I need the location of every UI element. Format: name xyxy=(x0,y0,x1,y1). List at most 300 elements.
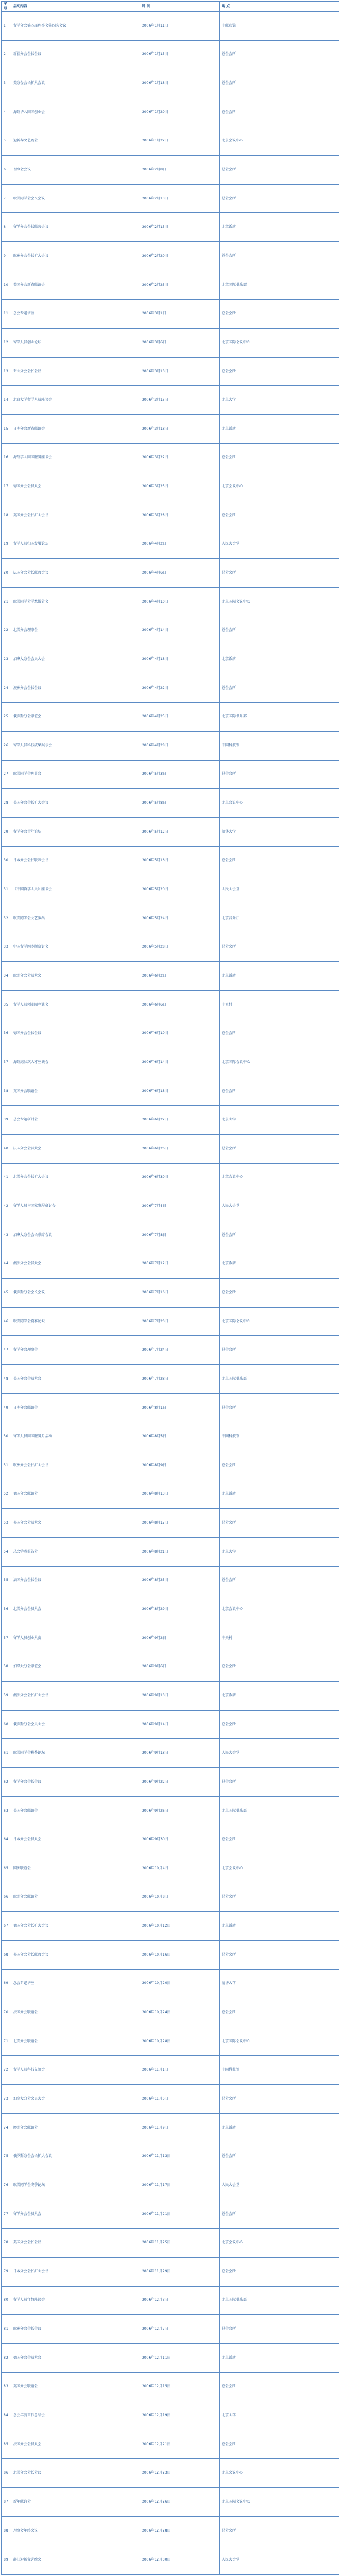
table-row xyxy=(2,1854,339,1883)
table-row xyxy=(2,990,339,1019)
table-body xyxy=(2,12,339,2575)
cell-no: 2 xyxy=(2,40,11,69)
cell-event: 欧洲分会会员大会 xyxy=(11,962,140,991)
cell-no: 32 xyxy=(2,904,11,933)
cell-time: 2006年11月5日 xyxy=(140,2085,220,2114)
table-row xyxy=(2,1077,339,1106)
cell-no: 85 xyxy=(2,2430,11,2459)
cell-no: 60 xyxy=(2,1710,11,1739)
table-row xyxy=(2,1537,339,1566)
cell-time: 2006年9月30日 xyxy=(140,1825,220,1854)
cell-time: 2006年5月24日 xyxy=(140,904,220,933)
cell-event: 德国分会会长会议 xyxy=(11,1019,140,1048)
cell-no: 52 xyxy=(2,1480,11,1509)
cell-place: 总会会所 xyxy=(220,357,339,386)
table-row xyxy=(2,1365,339,1394)
cell-event: 中国留学网专题研讨会 xyxy=(11,933,140,962)
cell-event: 日本分会联谊会 xyxy=(11,1393,140,1422)
cell-no: 66 xyxy=(2,1883,11,1912)
cell-time: 2006年1月22日 xyxy=(140,127,220,156)
cell-time: 2006年10月16日 xyxy=(140,1940,220,1969)
cell-time: 2006年4月2日 xyxy=(140,530,220,559)
cell-no: 48 xyxy=(2,1365,11,1394)
cell-place: 总会会所 xyxy=(220,674,339,703)
cell-no: 7 xyxy=(2,184,11,213)
table-row xyxy=(2,645,339,674)
cell-event: 日本分会会员大会 xyxy=(11,1825,140,1854)
cell-event: 美国分会联谊会 xyxy=(11,1796,140,1825)
table-row xyxy=(2,1048,339,1077)
cell-no: 6 xyxy=(2,156,11,185)
cell-event: 辞旧迎新文艺晚会 xyxy=(11,2545,140,2575)
cell-event: 总会专题研讨会 xyxy=(11,1106,140,1135)
cell-place: 总会会所 xyxy=(220,2142,339,2171)
cell-place: 中国科技馆 xyxy=(220,2056,339,2085)
table-row xyxy=(2,1825,339,1854)
cell-no: 3 xyxy=(2,69,11,98)
cell-place: 总会会所 xyxy=(220,559,339,588)
table-row xyxy=(2,12,339,41)
cell-event: 英国分会会员大会 xyxy=(11,1509,140,1538)
cell-place: 总会会所 xyxy=(220,1940,339,1969)
cell-event: 德国分会会员大会 xyxy=(11,472,140,501)
cell-place: 总会会所 xyxy=(220,40,339,69)
cell-place: 总会会所 xyxy=(220,443,339,472)
table-row xyxy=(2,616,339,645)
table-row xyxy=(2,2286,339,2315)
cell-place: 总会会所 xyxy=(220,156,339,185)
table-row xyxy=(2,1768,339,1797)
cell-no: 57 xyxy=(2,1624,11,1653)
cell-event: 欧美同学会理事会 xyxy=(11,760,140,789)
cell-event: 俄罗斯分会会长扩大会议 xyxy=(11,2142,140,2171)
cell-no: 72 xyxy=(2,2056,11,2085)
cell-no: 78 xyxy=(2,2229,11,2258)
cell-place: 总会会所 xyxy=(220,1825,339,1854)
cell-place: 北京大学 xyxy=(220,1106,339,1135)
cell-place: 北京会议中心 xyxy=(220,1595,339,1624)
cell-event: 留学人员创业园座谈会 xyxy=(11,990,140,1019)
cell-event: 俄罗斯分会联谊会 xyxy=(11,703,140,732)
cell-no: 26 xyxy=(2,732,11,761)
cell-place: 北京大学 xyxy=(220,386,339,415)
cell-no: 69 xyxy=(2,1969,11,1998)
table-row xyxy=(2,1940,339,1969)
cell-event: 海外华人回国创业会 xyxy=(11,98,140,127)
cell-time: 2006年3月1日 xyxy=(140,300,220,329)
cell-place: 总会会所 xyxy=(220,1019,339,1048)
cell-place: 北京饭店 xyxy=(220,2113,339,2142)
cell-time: 2006年12月21日 xyxy=(140,2430,220,2459)
table-row xyxy=(2,2200,339,2229)
cell-no: 28 xyxy=(2,789,11,818)
cell-no: 79 xyxy=(2,2257,11,2286)
cell-time: 2006年10月20日 xyxy=(140,1969,220,1998)
table-row xyxy=(2,98,339,127)
cell-place: 北京大学 xyxy=(220,1537,339,1566)
cell-event: 留学人员创业大赛 xyxy=(11,1624,140,1653)
cell-no: 63 xyxy=(2,1796,11,1825)
cell-time: 2006年1月18日 xyxy=(140,69,220,98)
cell-time: 2006年10月4日 xyxy=(140,1854,220,1883)
cell-event: 新疆分会会长会议 xyxy=(11,40,140,69)
cell-event: 留学分会第四届理事会第四次会议 xyxy=(11,12,140,41)
cell-time: 2006年5月8日 xyxy=(140,789,220,818)
cell-time: 2006年5月3日 xyxy=(140,760,220,789)
table-row xyxy=(2,472,339,501)
cell-event: 留学人员回国服务月活动 xyxy=(11,1422,140,1451)
cell-no: 22 xyxy=(2,616,11,645)
table-row xyxy=(2,329,339,358)
cell-no: 70 xyxy=(2,1998,11,2027)
cell-no: 77 xyxy=(2,2200,11,2229)
cell-event: 日本分会会长扩大会议 xyxy=(11,2257,140,2286)
cell-place: 北京会议中心 xyxy=(220,472,339,501)
cell-place: 总会会所 xyxy=(220,760,339,789)
cell-place: 总会会所 xyxy=(220,242,339,271)
table-row xyxy=(2,1480,339,1509)
cell-place: 北京会议中心 xyxy=(220,2229,339,2258)
cell-time: 2006年2月8日 xyxy=(140,156,220,185)
cell-time: 2006年6月2日 xyxy=(140,962,220,991)
cell-place: 中关村 xyxy=(220,990,339,1019)
cell-place: 总会会所 xyxy=(220,1451,339,1480)
cell-time: 2006年6月30日 xyxy=(140,1163,220,1192)
cell-place: 总会会所 xyxy=(220,2200,339,2229)
cell-place: 总会会所 xyxy=(220,933,339,962)
cell-no: 18 xyxy=(2,501,11,530)
cell-time: 2006年10月12日 xyxy=(140,1912,220,1941)
cell-place: 中国科技馆 xyxy=(220,1422,339,1451)
events-table xyxy=(1,1,339,2575)
cell-place: 总会会所 xyxy=(220,1883,339,1912)
cell-place: 中联宾馆 xyxy=(220,12,339,41)
table-row xyxy=(2,559,339,588)
cell-place: 北京饭店 xyxy=(220,1912,339,1941)
cell-time: 2006年2月25日 xyxy=(140,271,220,300)
cell-time: 2006年8月29日 xyxy=(140,1595,220,1624)
cell-event: 留学人员与国家发展研讨会 xyxy=(11,1192,140,1221)
cell-time: 2006年3月18日 xyxy=(140,414,220,443)
cell-event: 法国分会会员大会 xyxy=(11,1134,140,1163)
cell-place: 总会会所 xyxy=(220,98,339,127)
cell-event: 总会专题讲座 xyxy=(11,300,140,329)
cell-place: 北京国际俱乐部 xyxy=(220,1796,339,1825)
cell-place: 北京饭店 xyxy=(220,1250,339,1279)
table-row xyxy=(2,1307,339,1336)
table-row xyxy=(2,530,339,559)
cell-place: 北京国际俱乐部 xyxy=(220,2286,339,2315)
cell-time: 2006年4月22日 xyxy=(140,674,220,703)
table-row xyxy=(2,1279,339,1308)
table-row xyxy=(2,1422,339,1451)
cell-event: 欧洲分会会长扩大会议 xyxy=(11,242,140,271)
cell-time: 2006年9月18日 xyxy=(140,1739,220,1768)
cell-no: 20 xyxy=(2,559,11,588)
cell-place: 北京大学 xyxy=(220,2401,339,2430)
table-row xyxy=(2,1106,339,1135)
cell-no: 88 xyxy=(2,2516,11,2545)
cell-no: 5 xyxy=(2,127,11,156)
cell-time: 2006年6月10日 xyxy=(140,1019,220,1048)
cell-time: 2006年2月13日 xyxy=(140,184,220,213)
table-row xyxy=(2,933,339,962)
cell-event: 澳洲分会会长会议 xyxy=(11,674,140,703)
cell-no: 45 xyxy=(2,1279,11,1308)
cell-time: 2006年1月20日 xyxy=(140,98,220,127)
table-row xyxy=(2,846,339,875)
cell-event: 欧美同学会秋季论坛 xyxy=(11,1739,140,1768)
cell-no: 38 xyxy=(2,1077,11,1106)
cell-no: 89 xyxy=(2,2545,11,2575)
cell-event: 亚太分会会长会议 xyxy=(11,357,140,386)
table-row xyxy=(2,213,339,242)
table-row xyxy=(2,2315,339,2344)
cell-place: 总会会所 xyxy=(220,846,339,875)
cell-time: 2006年8月17日 xyxy=(140,1509,220,1538)
table-row xyxy=(2,1393,339,1422)
cell-place: 总会会所 xyxy=(220,1221,339,1250)
cell-event: 俄罗斯分会会员大会 xyxy=(11,1710,140,1739)
cell-place: 北京会议中心 xyxy=(220,789,339,818)
cell-time: 2006年7月4日 xyxy=(140,1192,220,1221)
cell-event: 留学人员科技交流会 xyxy=(11,2056,140,2085)
cell-event: 日本分会会长联席会议 xyxy=(11,846,140,875)
header-time: 时 间 xyxy=(140,2,220,12)
cell-place: 总会会所 xyxy=(220,184,339,213)
cell-event: 北京大学留学人员座谈会 xyxy=(11,386,140,415)
cell-event: 北美分会会员大会 xyxy=(11,1595,140,1624)
cell-no: 4 xyxy=(2,98,11,127)
cell-event: 法国分会会长会议 xyxy=(11,1566,140,1595)
cell-no: 17 xyxy=(2,472,11,501)
cell-place: 总会会所 xyxy=(220,2257,339,2286)
cell-time: 2006年11月29日 xyxy=(140,2257,220,2286)
cell-place: 北京国际会议中心 xyxy=(220,1307,339,1336)
cell-time: 2006年12月30日 xyxy=(140,2545,220,2575)
cell-place: 总会会所 xyxy=(220,1336,339,1365)
table-row xyxy=(2,1163,339,1192)
cell-event: 加拿大分会联谊会 xyxy=(11,1653,140,1682)
cell-event: 欧美同学会会长会议 xyxy=(11,184,140,213)
cell-time: 2006年3月15日 xyxy=(140,386,220,415)
table-row xyxy=(2,904,339,933)
cell-event: 澳洲分会会长扩大会议 xyxy=(11,1682,140,1711)
table-row xyxy=(2,2171,339,2200)
cell-event: 迎新春文艺晚会 xyxy=(11,127,140,156)
table-row xyxy=(2,2027,339,2056)
cell-time: 2006年6月18日 xyxy=(140,1077,220,1106)
cell-no: 37 xyxy=(2,1048,11,1077)
cell-time: 2006年3月10日 xyxy=(140,357,220,386)
cell-time: 2006年6月26日 xyxy=(140,1134,220,1163)
cell-time: 2006年2月15日 xyxy=(140,213,220,242)
cell-event: 日本分会新春联谊会 xyxy=(11,414,140,443)
cell-event: 留学分会会长会议 xyxy=(11,1768,140,1797)
cell-place: 北京会议中心 xyxy=(220,127,339,156)
cell-no: 50 xyxy=(2,1422,11,1451)
cell-no: 51 xyxy=(2,1451,11,1480)
cell-time: 2006年3月6日 xyxy=(140,329,220,358)
table-row xyxy=(2,127,339,156)
cell-event: 欧美同学会冬季论坛 xyxy=(11,2171,140,2200)
cell-event: 德国分会联谊会 xyxy=(11,1480,140,1509)
cell-time: 2006年5月20日 xyxy=(140,875,220,904)
header-no: 序号 xyxy=(2,2,11,12)
table-row xyxy=(2,2430,339,2459)
cell-no: 46 xyxy=(2,1307,11,1336)
table-row xyxy=(2,2085,339,2114)
table-row xyxy=(2,817,339,846)
cell-place: 人民大会堂 xyxy=(220,2545,339,2575)
table-row xyxy=(2,2257,339,2286)
cell-time: 2006年9月26日 xyxy=(140,1796,220,1825)
cell-place: 总会会所 xyxy=(220,1566,339,1595)
table-row xyxy=(2,271,339,300)
cell-time: 2006年10月8日 xyxy=(140,1883,220,1912)
cell-place: 北京国际会议中心 xyxy=(220,2027,339,2056)
cell-place: 北京国际俱乐部 xyxy=(220,1365,339,1394)
cell-no: 23 xyxy=(2,645,11,674)
cell-no: 39 xyxy=(2,1106,11,1135)
cell-no: 53 xyxy=(2,1509,11,1538)
cell-event: 留学人员创业论坛 xyxy=(11,329,140,358)
cell-event: 欧美同学会文艺演出 xyxy=(11,904,140,933)
cell-time: 2006年7月16日 xyxy=(140,1279,220,1308)
cell-place: 总会会所 xyxy=(220,2516,339,2545)
table-row xyxy=(2,1969,339,1998)
table-row xyxy=(2,1710,339,1739)
table-row xyxy=(2,1653,339,1682)
table-row xyxy=(2,1595,339,1624)
table-row xyxy=(2,789,339,818)
cell-no: 81 xyxy=(2,2315,11,2344)
cell-no: 62 xyxy=(2,1768,11,1797)
cell-no: 13 xyxy=(2,357,11,386)
cell-no: 82 xyxy=(2,2343,11,2372)
cell-event: 留学分会理事会 xyxy=(11,1336,140,1365)
cell-no: 42 xyxy=(2,1192,11,1221)
cell-event: 美国分会会长扩大会议 xyxy=(11,789,140,818)
cell-no: 27 xyxy=(2,760,11,789)
cell-event: 欧美同学会学术报告会 xyxy=(11,587,140,616)
cell-event: 北美分会理事会 xyxy=(11,616,140,645)
cell-place: 总会会所 xyxy=(220,2430,339,2459)
cell-no: 35 xyxy=(2,990,11,1019)
cell-no: 65 xyxy=(2,1854,11,1883)
table-row xyxy=(2,357,339,386)
cell-time: 2006年12月7日 xyxy=(140,2315,220,2344)
cell-time: 2006年11月25日 xyxy=(140,2229,220,2258)
cell-event: 海外高层次人才座谈会 xyxy=(11,1048,140,1077)
cell-time: 2006年9月10日 xyxy=(140,1682,220,1711)
table-row xyxy=(2,1624,339,1653)
cell-time: 2006年11月17日 xyxy=(140,2171,220,2200)
cell-place: 人民大会堂 xyxy=(220,875,339,904)
cell-time: 2006年11月9日 xyxy=(140,2113,220,2142)
cell-place: 北京饭店 xyxy=(220,2343,339,2372)
cell-place: 北京会议中心 xyxy=(220,1854,339,1883)
cell-place: 北京国际会议中心 xyxy=(220,2488,339,2517)
cell-event: 加拿大分会会员大会 xyxy=(11,2085,140,2114)
cell-event: 英国分会联谊会 xyxy=(11,2372,140,2401)
cell-place: 清华大学 xyxy=(220,1969,339,1998)
cell-event: 德国分会会员大会 xyxy=(11,2343,140,2372)
cell-event: 美国分会会长会议 xyxy=(11,2229,140,2258)
cell-no: 24 xyxy=(2,674,11,703)
table-row xyxy=(2,732,339,761)
table-row xyxy=(2,2488,339,2517)
cell-event: 留学分会会长联席会议 xyxy=(11,213,140,242)
cell-time: 2006年7月28日 xyxy=(140,1365,220,1394)
table-row xyxy=(2,300,339,329)
cell-time: 2006年7月12日 xyxy=(140,1250,220,1279)
table-row xyxy=(2,1192,339,1221)
cell-time: 2006年4月10日 xyxy=(140,587,220,616)
header-event: 活动内容 xyxy=(11,2,140,12)
table-row xyxy=(2,1019,339,1048)
table-row xyxy=(2,1796,339,1825)
table-row xyxy=(2,1336,339,1365)
cell-place: 北京国际会议中心 xyxy=(220,1048,339,1077)
table-row xyxy=(2,1134,339,1163)
cell-place: 北京饭店 xyxy=(220,1480,339,1509)
cell-event: 美国分会新春联谊会 xyxy=(11,271,140,300)
cell-event: 英国分会会长联席会议 xyxy=(11,1940,140,1969)
cell-event: 留学分会会员大会 xyxy=(11,2200,140,2229)
table-row xyxy=(2,1682,339,1711)
cell-no: 54 xyxy=(2,1537,11,1566)
cell-no: 34 xyxy=(2,962,11,991)
cell-place: 总会会所 xyxy=(220,1509,339,1538)
cell-event: 法国分会会员大会 xyxy=(11,2430,140,2459)
cell-event: 美国分会会员大会 xyxy=(11,1365,140,1394)
cell-time: 2006年9月2日 xyxy=(140,1624,220,1653)
cell-event: 俄罗斯分会会长会议 xyxy=(11,1279,140,1308)
cell-no: 58 xyxy=(2,1653,11,1682)
cell-place: 总会会所 xyxy=(220,616,339,645)
cell-place: 总会会所 xyxy=(220,1710,339,1739)
cell-no: 41 xyxy=(2,1163,11,1192)
table-row xyxy=(2,414,339,443)
cell-event: 北美分会会长会议 xyxy=(11,2459,140,2488)
cell-time: 2006年4月28日 xyxy=(140,732,220,761)
cell-no: 86 xyxy=(2,2459,11,2488)
table-row xyxy=(2,2343,339,2372)
cell-event: 留学人员年终座谈会 xyxy=(11,2286,140,2315)
cell-no: 59 xyxy=(2,1682,11,1711)
cell-time: 2006年5月12日 xyxy=(140,817,220,846)
cell-place: 北京会议中心 xyxy=(220,2459,339,2488)
cell-no: 1 xyxy=(2,12,11,41)
cell-event: 加拿大分会会员大会 xyxy=(11,645,140,674)
cell-no: 67 xyxy=(2,1912,11,1941)
cell-time: 2006年2月20日 xyxy=(140,242,220,271)
table-row xyxy=(2,1998,339,2027)
cell-no: 10 xyxy=(2,271,11,300)
cell-time: 2006年4月25日 xyxy=(140,703,220,732)
cell-time: 2006年12月11日 xyxy=(140,2343,220,2372)
cell-place: 人民大会堂 xyxy=(220,2171,339,2200)
table-row xyxy=(2,674,339,703)
cell-place: 北京饭店 xyxy=(220,645,339,674)
cell-place: 人民大会堂 xyxy=(220,1739,339,1768)
cell-time: 2006年8月9日 xyxy=(140,1451,220,1480)
table-row xyxy=(2,1566,339,1595)
cell-time: 2006年9月14日 xyxy=(140,1710,220,1739)
cell-no: 40 xyxy=(2,1134,11,1163)
cell-event: 《中国留学人员》座谈会 xyxy=(11,875,140,904)
